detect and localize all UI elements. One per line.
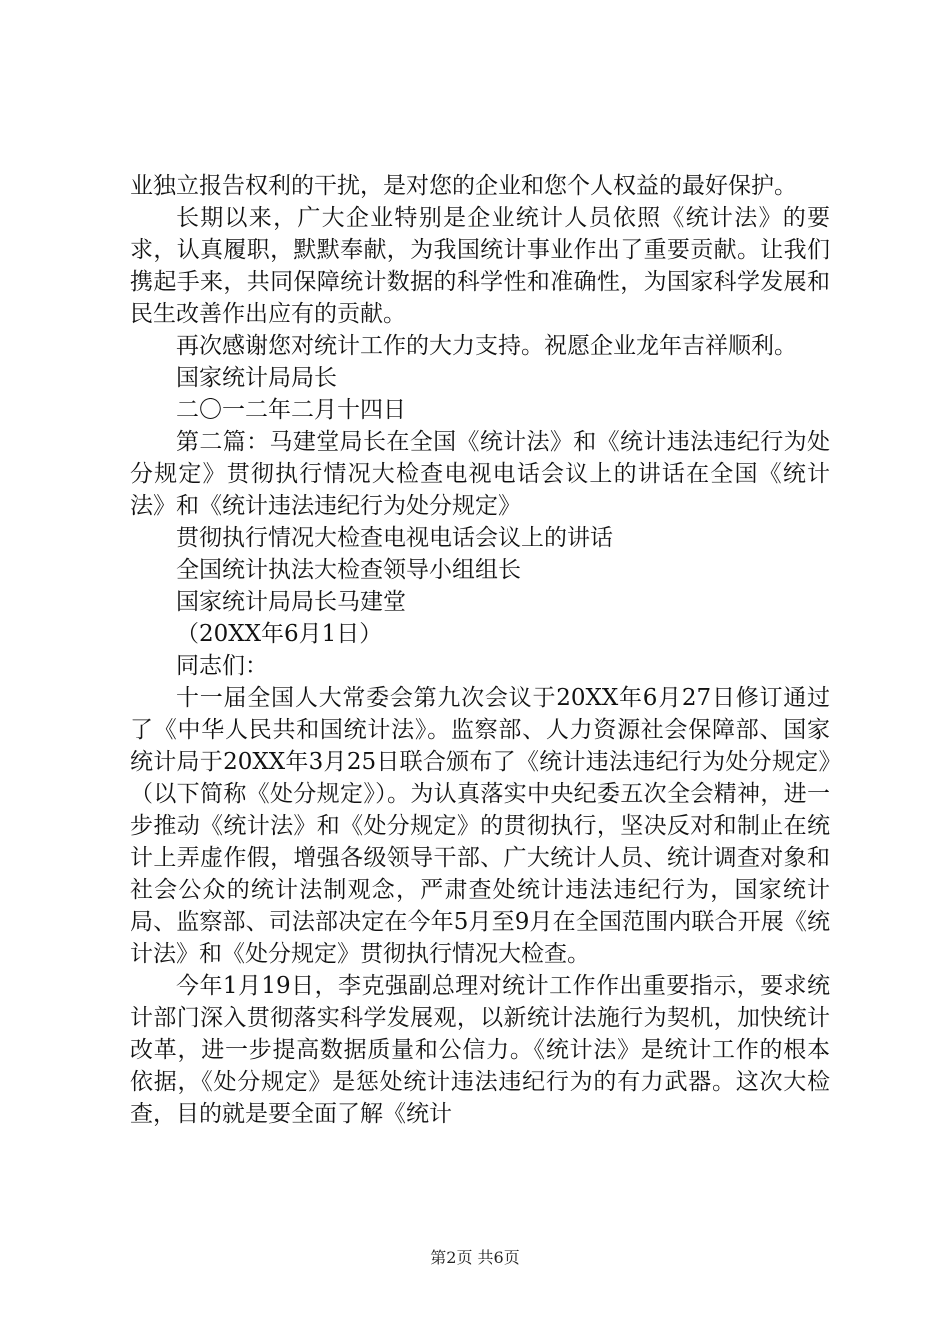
- signature-date: 二〇一二年二月十四日: [176, 397, 406, 423]
- salutation: 同志们：: [176, 653, 268, 679]
- signature-title: 国家统计局局长: [176, 365, 337, 391]
- paragraph-1: 业独立报告权利的干扰，是对您的企业和您个人权益的最好保护。: [130, 173, 797, 199]
- paragraph-3: 再次感谢您对统计工作的大力支持。祝愿企业龙年吉祥顺利。: [176, 333, 797, 359]
- paragraph-body-2: 今年1月19日，李克强副总理对统计工作作出重要指示，要求统计部门深入贯彻落实科学发展观，以新统计法施行为契机，加快统计改革，进一步提高数据质量和公信力。《统计法》是统计工作的根本依据，《处分规定》是惩处统计违法违纪行为的有力武器。这次大检查，目的就是要全面了解《统计: [130, 973, 830, 1127]
- paragraph-2: 长期以来，广大企业特别是企业统计人员依照《统计法》的要求，认真履职，默默奉献，为我国统计事业作出了重要贡献。让我们携起手来，共同保障统计数据的科学性和准确性，为国家科学发展和民生改善作出应有的贡献。: [130, 205, 830, 327]
- speaker-name: 国家统计局局长马建堂: [176, 589, 406, 615]
- document-body: [130, 170, 830, 1130]
- section-two-heading: 第二篇：马建堂局长在全国《统计法》和《统计违法违纪行为处分规定》贯彻执行情况大检查电视电话会议上的讲话在全国《统计法》和《统计违法违纪行为处分规定》: [130, 429, 830, 519]
- speaker-role: 全国统计执法大检查领导小组组长: [176, 557, 521, 583]
- page-number-footer: 第2页 共6页: [430, 1248, 520, 1267]
- speech-title-continued: 贯彻执行情况大检查电视电话会议上的讲话: [176, 525, 613, 551]
- paragraph-body-1: 十一届全国人大常委会第九次会议于20XX年6月27日修订通过了《中华人民共和国统计法》。监察部、人力资源社会保障部、国家统计局于20XX年3月25日联合颁布了《统计违法违纪行为处分规定》（以下简称《处分规定》）。为认真落实中央纪委五次全会精神，进一步推动《统计法》和《处分规定》的贯彻执行，坚决反对和制止在统计上弄虚作假，增强各级领导干部、广大统计人员、统计调查对象和社会公众的统计法制观念，严肃查处统计违法违纪行为，国家统计局、监察部、司法部决定在今年5月至9月在全国范围内联合开展《统计法》和《处分规定》贯彻执行情况大检查。: [130, 685, 830, 967]
- speech-date: （20XX年6月1日）: [176, 621, 383, 647]
